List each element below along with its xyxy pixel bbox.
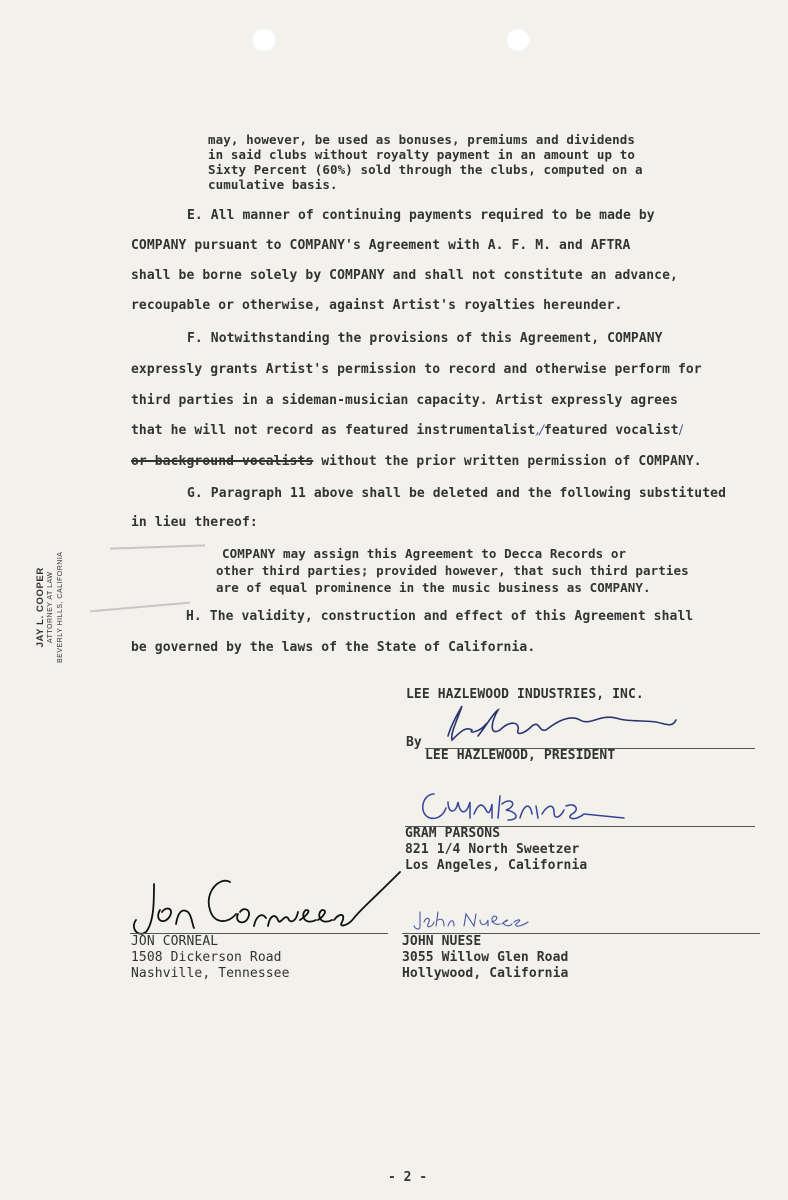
- clause-f-line: third parties in a sideman-musician capacity. Artist expressly agrees: [131, 393, 678, 408]
- stamp-location: BEVERLY HILLS, CALIFORNIA: [57, 551, 64, 663]
- lee-hazlewood-signature: [420, 700, 700, 755]
- handwritten-correction: /: [678, 423, 684, 438]
- gram-name: GRAM PARSONS: [405, 826, 501, 841]
- jon-corneal-signature: [120, 862, 410, 942]
- attorney-stamp: [36, 552, 66, 663]
- clause-d-line: may, however, be used as bonuses, premiums and dividends: [208, 132, 636, 147]
- clause-d-line: in said clubs without royalty payment in an amount up to: [208, 147, 636, 162]
- clause-d-line: Sixty Percent (60%) sold through the clubs, computed on a: [208, 162, 643, 177]
- clause-e-line: COMPANY pursuant to COMPANY's Agreement with A. F. M. and AFTRA: [131, 238, 631, 253]
- clause-f-line-4: [131, 423, 683, 438]
- clause-e-line: shall be borne solely by COMPANY and shall not constitute an advance,: [131, 268, 678, 283]
- john-address-2: Hollywood, California: [402, 966, 569, 981]
- stamp-title: ATTORNEY AT LAW: [47, 571, 54, 644]
- by-label: By: [406, 735, 422, 750]
- clause-g-quote: are of equal prominence in the music business as COMPANY.: [216, 580, 651, 595]
- clause-g-quote: other third parties; provided however, that such third parties: [216, 563, 689, 578]
- clause-f-text: that he will not record as featured instrumentalist: [131, 423, 536, 438]
- clause-f-text: featured vocalist: [543, 423, 679, 438]
- struck-text: or background vocalists: [131, 454, 314, 469]
- john-address-1: 3055 Willow Glen Road: [402, 950, 569, 965]
- john-name: JOHN NUESE: [402, 934, 482, 949]
- clause-f-text: without the prior written permission of COMPANY.: [313, 454, 702, 469]
- jon-address-1: 1508 Dickerson Road: [131, 950, 282, 965]
- clause-d-line: cumulative basis.: [208, 177, 338, 192]
- punch-hole-right: [507, 29, 529, 51]
- gram-address-2: Los Angeles, California: [405, 858, 588, 873]
- clause-h-line: H. The validity, construction and effect of this Agreement shall: [186, 609, 694, 624]
- smudge-mark: [110, 544, 205, 549]
- punch-hole-left: [253, 29, 275, 51]
- clause-e-line: recoupable or otherwise, against Artist's royalties hereunder.: [131, 298, 623, 313]
- jon-name: JON CORNEAL: [131, 934, 219, 949]
- clause-h-line: be governed by the laws of the State of California.: [131, 640, 536, 655]
- lee-name: LEE HAZLEWOOD, PRESIDENT: [425, 748, 616, 763]
- gram-address-1: 821 1/4 North Sweetzer: [405, 842, 580, 857]
- clause-f-line: F. Notwithstanding the provisions of this Agreement, COMPANY: [187, 331, 663, 346]
- clause-g-quote: COMPANY may assign this Agreement to Decca Records or: [222, 546, 627, 561]
- handwritten-correction: ,/: [535, 423, 544, 438]
- clause-f-line: expressly grants Artist's permission to record and otherwise perform for: [131, 362, 702, 377]
- jon-address-2: Nashville, Tennessee: [131, 966, 290, 981]
- smudge-mark: [90, 602, 190, 613]
- clause-g-line: G. Paragraph 11 above shall be deleted and the following substituted: [187, 486, 727, 501]
- stamp-name: JAY L. COOPER: [35, 567, 46, 648]
- gram-parsons-signature: [408, 784, 638, 829]
- clause-f-line-5: [131, 454, 702, 469]
- clause-e-line: E. All manner of continuing payments required to be made by: [187, 208, 655, 223]
- john-nuese-signature: [412, 906, 542, 934]
- company-name: LEE HAZLEWOOD INDUSTRIES, INC.: [406, 687, 644, 702]
- page-number: - 2 -: [388, 1170, 428, 1185]
- clause-g-line: in lieu thereof:: [131, 515, 258, 530]
